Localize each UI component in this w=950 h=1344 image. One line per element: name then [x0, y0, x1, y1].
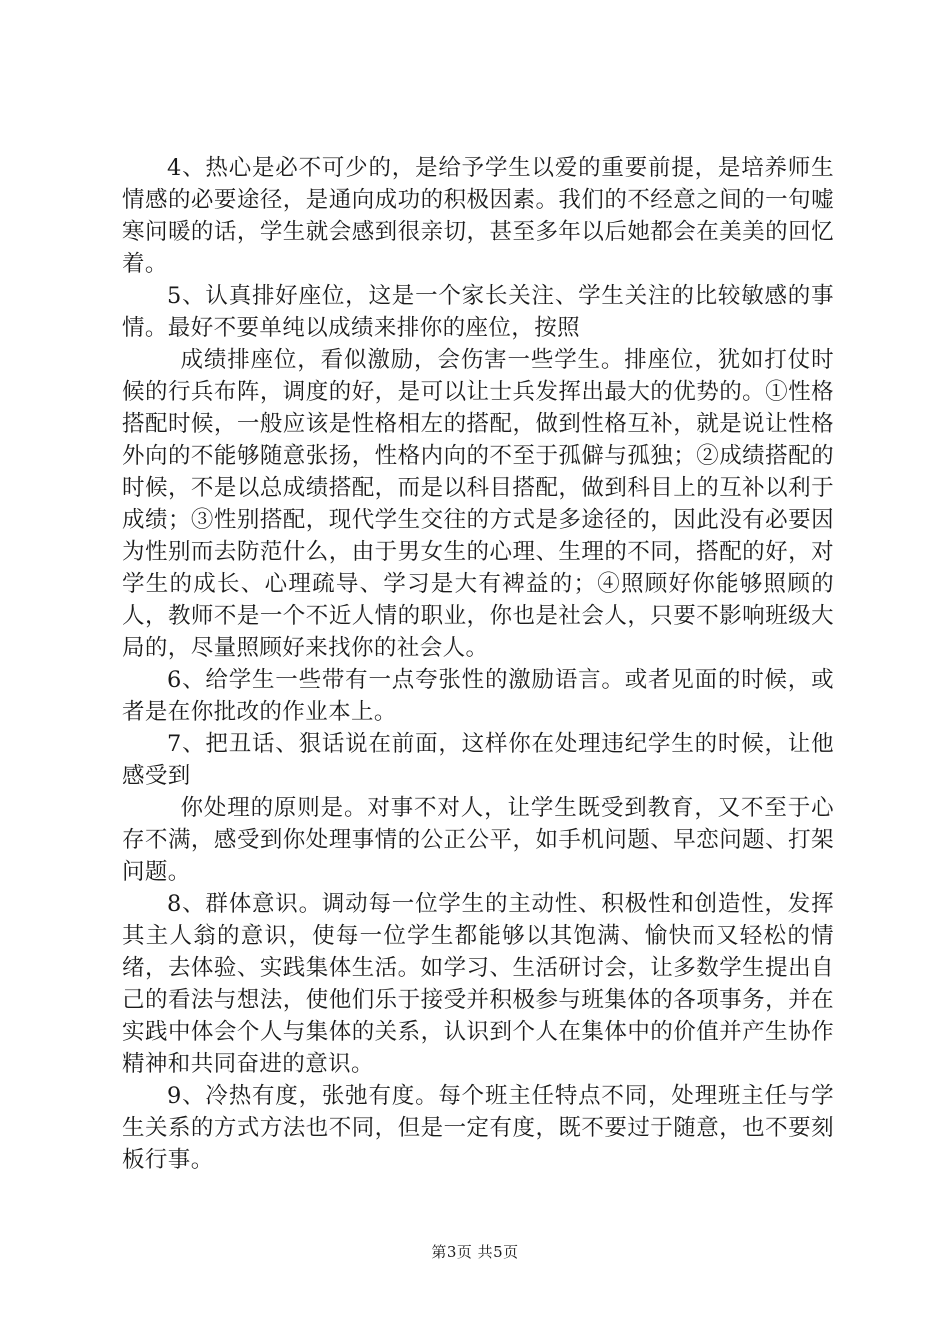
paragraph-7: 7、把丑话、狠话说在前面，这样你在处理违纪学生的时候，让他感受到 [122, 731, 834, 789]
paragraph-5: 5、认真排好座位，这是一个家长关注、学生关注的比较敏感的事情。最好不要单纯以成绩来排你的座位，按照 [122, 283, 834, 341]
paragraph-4: 4、热心是必不可少的，是给予学生以爱的重要前提，是培养师生情感的必要途径，是通向成功的积极因素。我们的不经意之间的一句嘘寒问暖的话，学生就会感到很亲切，甚至多年以后她都会在美美的回忆着。 [122, 155, 834, 277]
paragraph-5-continued: 成绩排座位，看似激励，会伤害一些学生。排座位，犹如打仗时候的行兵布阵，调度的好，是可以让士兵发挥出最大的优势的。①性格搭配时候，一般应该是性格相左的搭配，做到性格互补，就是说让性格外向的不能够随意张扬，性格内向的不至于孤僻与孤独；②成绩搭配的时候，不是以总成绩搭配，而是以科目搭配，做到科目上的互补以利于成绩；③性别搭配，现代学生交往的方式是多途径的，因此没有必要因为性别而去防范什么，由于男女生的心理、生理的不同，搭配的好，对学生的成长、心理疏导、学习是大有裨益的；④照顾好你能够照顾的人，教师不是一个不近人情的职业，你也是社会人，只要不影响班级大局的，尽量照顾好来找你的社会人。 [122, 347, 834, 661]
paragraph-9: 9、冷热有度，张弛有度。每个班主任特点不同，处理班主任与学生关系的方式方法也不同，但是一定有度，既不要过于随意，也不要刻板行事。 [122, 1083, 834, 1173]
paragraph-8: 8、群体意识。调动每一位学生的主动性、积极性和创造性，发挥其主人翁的意识，使每一位学生都能够以其饱满、愉快而又轻松的情绪，去体验、实践集体生活。如学习、生活研讨会，让多数学生提出自己的看法与想法，使他们乐于接受并积极参与班集体的各项事务，并在实践中体会个人与集体的关系，认识到个人在集体中的价值并产生协作精神和共同奋进的意识。 [122, 891, 834, 1077]
paragraph-6: 6、给学生一些带有一点夸张性的激励语言。或者见面的时候，或者是在你批改的作业本上。 [122, 667, 834, 725]
paragraph-7-continued: 你处理的原则是。对事不对人，让学生既受到教育，又不至于心存不满，感受到你处理事情的公正公平，如手机问题、早恋问题、打架问题。 [122, 795, 834, 885]
document-body [122, 152, 834, 1176]
page-number-footer: 第3页 共5页 [431, 1243, 519, 1261]
